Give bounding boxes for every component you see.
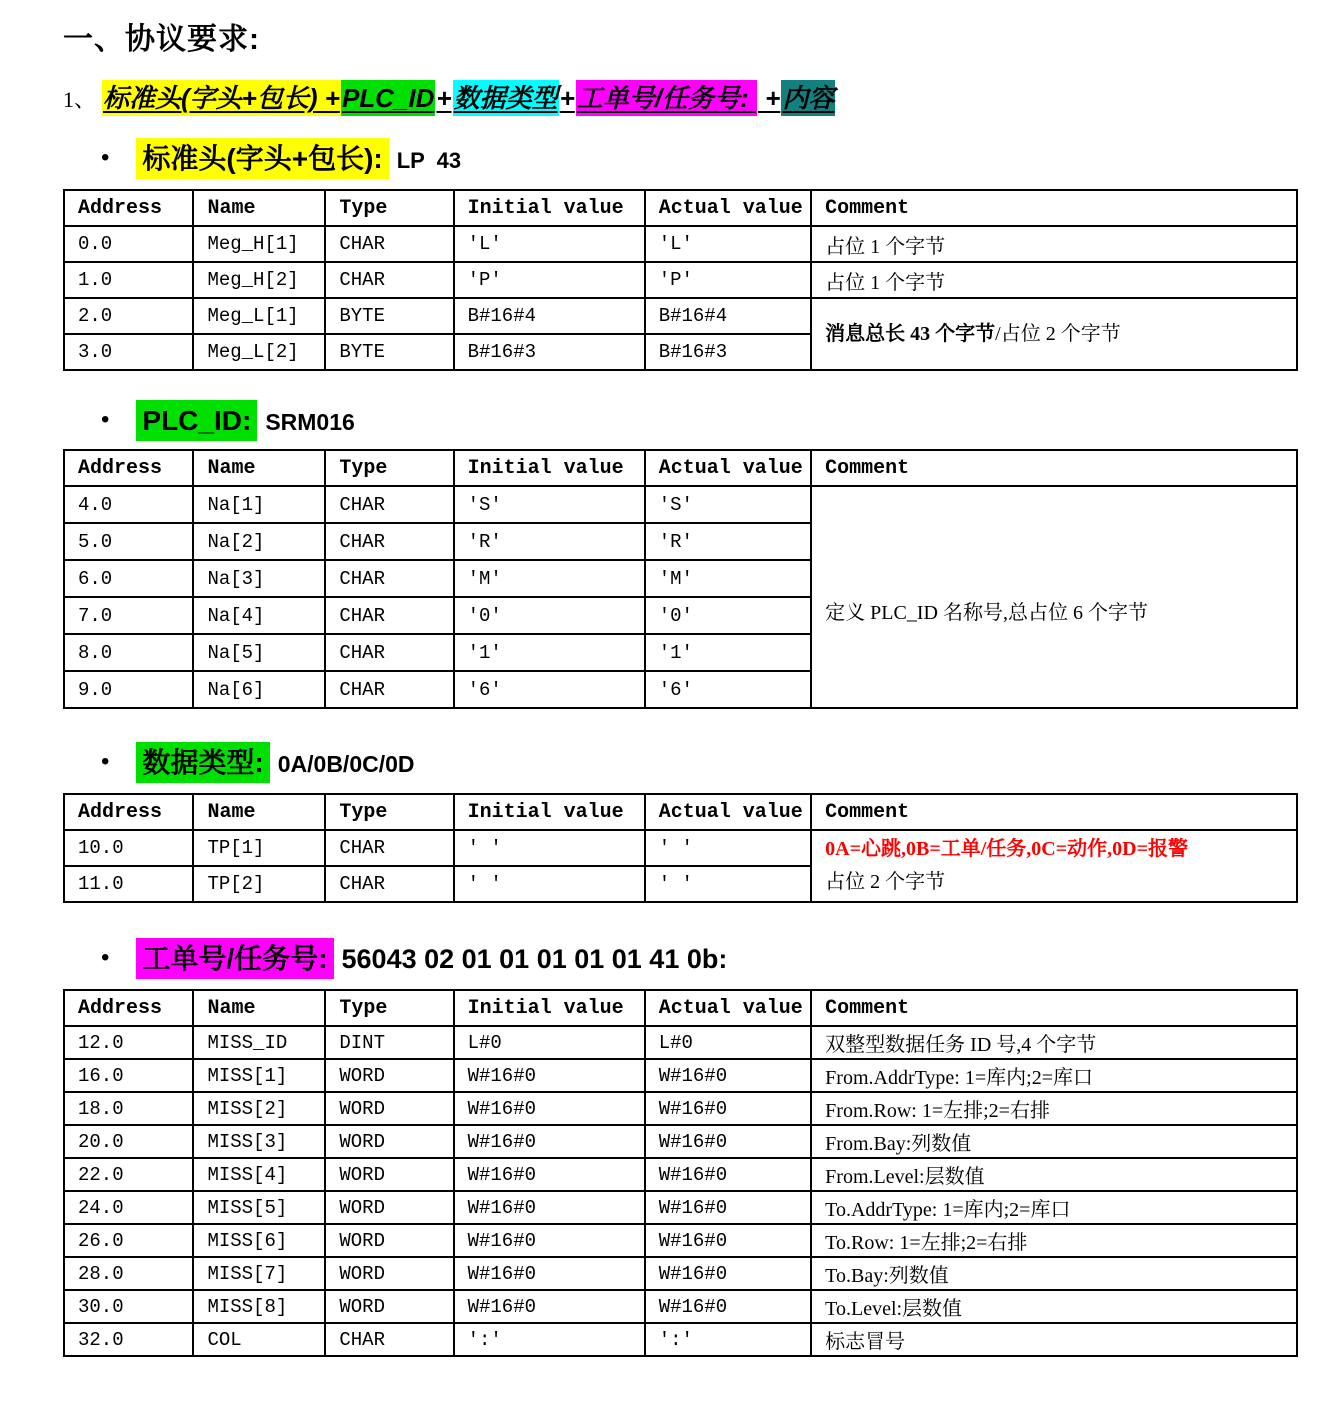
table-cell: BYTE (325, 334, 453, 370)
table-cell: CHAR (325, 1323, 453, 1356)
table-cell: TP[2] (193, 866, 325, 902)
table-row (64, 830, 1297, 866)
table-cell: ' ' (645, 830, 811, 866)
table-cell: B#16#4 (454, 298, 645, 334)
column-header: Address (64, 794, 193, 830)
protocol-section (63, 741, 1298, 903)
table-header-row (64, 190, 1297, 226)
table-cell: L#0 (645, 1026, 811, 1059)
column-header: Name (193, 190, 325, 226)
table-cell: CHAR (325, 830, 453, 866)
document-page (63, 14, 1298, 1357)
table-cell: 4.0 (64, 486, 193, 523)
table-cell: Na[3] (193, 560, 325, 597)
protocol-section (63, 937, 1298, 1357)
table-cell: W#16#0 (645, 1059, 811, 1092)
column-header: Actual value (645, 990, 811, 1026)
bullet-icon: • (101, 748, 110, 775)
table-cell: 8.0 (64, 634, 193, 671)
table-cell: Na[4] (193, 597, 325, 634)
table-header-row (64, 450, 1297, 486)
table-cell: Na[1] (193, 486, 325, 523)
table-cell: 'M' (454, 560, 645, 597)
table-cell: ' ' (454, 830, 645, 866)
table-cell: 3.0 (64, 334, 193, 370)
table-cell: 'S' (645, 486, 811, 523)
table-cell: W#16#0 (454, 1092, 645, 1125)
table-cell: 20.0 (64, 1125, 193, 1158)
bullet-icon: • (101, 406, 110, 433)
comment-cell: 占位 1 个字节 (811, 262, 1297, 298)
column-header: Address (64, 450, 193, 486)
table-header-row (64, 990, 1297, 1026)
table-cell: BYTE (325, 298, 453, 334)
protocol-table (63, 189, 1298, 371)
table-cell: CHAR (325, 523, 453, 560)
comment-cell (811, 486, 1297, 708)
formula-segment: + (436, 83, 452, 113)
table-cell: 'S' (454, 486, 645, 523)
table-cell: 0.0 (64, 226, 193, 262)
section-value: 56043 02 01 01 01 01 01 41 0b: (341, 944, 728, 974)
comment-cell: To.AddrType: 1=库内;2=库口 (811, 1191, 1297, 1224)
table-cell: CHAR (325, 671, 453, 708)
column-header: Comment (811, 794, 1297, 830)
comment-cell (811, 298, 1297, 370)
formula-number: 1、 (63, 87, 97, 112)
section-value: SRM016 (265, 409, 355, 435)
table-cell: MISS[4] (193, 1158, 325, 1191)
comment-cell: To.Level:层数值 (811, 1290, 1297, 1323)
table-cell: TP[1] (193, 830, 325, 866)
table-cell: '6' (645, 671, 811, 708)
table-row (64, 1158, 1297, 1191)
table-cell: Na[5] (193, 634, 325, 671)
column-header: Address (64, 190, 193, 226)
table-cell: MISS[2] (193, 1092, 325, 1125)
comment-text: 消息总长 43 个字节 (825, 322, 996, 345)
table-cell: MISS[3] (193, 1125, 325, 1158)
column-header: Name (193, 990, 325, 1026)
column-header: Comment (811, 990, 1297, 1026)
protocol-table (63, 793, 1298, 903)
section-label: 工单号/任务号: (136, 938, 333, 979)
table-cell: MISS_ID (193, 1026, 325, 1059)
comment-line (825, 866, 1296, 899)
section-label: 数据类型: (136, 742, 269, 783)
table-cell: W#16#0 (454, 1257, 645, 1290)
column-header: Comment (811, 450, 1297, 486)
comment-text: 占位 2 个字节 (825, 871, 946, 893)
table-cell: Meg_L[2] (193, 334, 325, 370)
table-row (64, 262, 1297, 298)
comment-line (825, 833, 1296, 866)
comment-cell: From.Level:层数值 (811, 1158, 1297, 1191)
table-cell: 6.0 (64, 560, 193, 597)
section-value: 0A/0B/0C/0D (277, 751, 415, 777)
table-row (64, 1125, 1297, 1158)
comment-cell: 标志冒号 (811, 1323, 1297, 1356)
table-cell: CHAR (325, 560, 453, 597)
table-row (64, 486, 1297, 523)
table-cell: WORD (325, 1191, 453, 1224)
table-cell: ' ' (645, 866, 811, 902)
table-cell: MISS[8] (193, 1290, 325, 1323)
table-cell: CHAR (325, 634, 453, 671)
table-cell: 'L' (645, 226, 811, 262)
table-cell: CHAR (325, 866, 453, 902)
comment-cell: From.Row: 1=左排;2=右排 (811, 1092, 1297, 1125)
formula-segments (102, 83, 835, 113)
table-cell: MISS[7] (193, 1257, 325, 1290)
formula-segment: + (757, 83, 781, 113)
table-cell: 28.0 (64, 1257, 193, 1290)
table-cell: 'P' (454, 262, 645, 298)
comment-cell: To.Bay:列数值 (811, 1257, 1297, 1290)
table-cell: W#16#0 (645, 1125, 811, 1158)
table-cell: MISS[5] (193, 1191, 325, 1224)
column-header: Actual value (645, 794, 811, 830)
table-cell: Meg_H[2] (193, 262, 325, 298)
table-cell: 26.0 (64, 1224, 193, 1257)
column-header: Type (325, 794, 453, 830)
column-header: Initial value (454, 990, 645, 1026)
page-title: 一、协议要求: (63, 23, 260, 56)
table-cell: W#16#0 (645, 1191, 811, 1224)
table-cell: 5.0 (64, 523, 193, 560)
table-cell: DINT (325, 1026, 453, 1059)
table-cell: W#16#0 (645, 1224, 811, 1257)
table-cell: 9.0 (64, 671, 193, 708)
table-cell: '1' (645, 634, 811, 671)
column-header: Initial value (454, 190, 645, 226)
protocol-table (63, 449, 1298, 709)
table-cell: 1.0 (64, 262, 193, 298)
table-cell: CHAR (325, 597, 453, 634)
table-cell: B#16#3 (454, 334, 645, 370)
table-row (64, 1257, 1297, 1290)
formula-segment: 工单号/任务号: (576, 80, 757, 116)
table-cell: W#16#0 (645, 1092, 811, 1125)
column-header: Type (325, 990, 453, 1026)
bullet-icon: • (101, 944, 110, 971)
table-cell: ':' (454, 1323, 645, 1356)
table-cell: Na[6] (193, 671, 325, 708)
table-cell: W#16#0 (454, 1059, 645, 1092)
table-row (64, 1290, 1297, 1323)
protocol-table (63, 989, 1298, 1357)
comment-text: 0A=心跳,0B=工单/任务,0C=动作,0D=报警 (825, 838, 1188, 860)
table-cell: CHAR (325, 262, 453, 298)
comment-text: /占位 2 个字节 (995, 322, 1121, 345)
section-value: LP 43 (396, 148, 462, 173)
table-cell: W#16#0 (454, 1290, 645, 1323)
table-cell: WORD (325, 1125, 453, 1158)
table-cell: ' ' (454, 866, 645, 902)
column-header: Actual value (645, 190, 811, 226)
table-cell: 18.0 (64, 1092, 193, 1125)
protocol-section (63, 137, 1298, 371)
table-cell: 'R' (454, 523, 645, 560)
table-cell: 'L' (454, 226, 645, 262)
comment-cell: From.Bay:列数值 (811, 1125, 1297, 1158)
table-cell: W#16#0 (454, 1224, 645, 1257)
table-header-row (64, 794, 1297, 830)
table-cell: WORD (325, 1224, 453, 1257)
table-cell: MISS[1] (193, 1059, 325, 1092)
column-header: Type (325, 190, 453, 226)
column-header: Comment (811, 190, 1297, 226)
protocol-formula-line (63, 78, 1298, 115)
table-row (64, 298, 1297, 334)
table-cell: CHAR (325, 486, 453, 523)
comment-line (825, 597, 1296, 630)
table-cell: Meg_H[1] (193, 226, 325, 262)
table-row (64, 1191, 1297, 1224)
comment-cell: To.Row: 1=左排;2=右排 (811, 1224, 1297, 1257)
table-cell: B#16#3 (645, 334, 811, 370)
comment-cell: 占位 1 个字节 (811, 226, 1297, 262)
comment-cell (811, 830, 1297, 902)
formula-segment: 数据类型 (453, 80, 559, 116)
column-header: Initial value (454, 450, 645, 486)
table-cell: CHAR (325, 226, 453, 262)
table-cell: 'R' (645, 523, 811, 560)
table-cell: ':' (645, 1323, 811, 1356)
formula-segment: 内容 (781, 80, 835, 116)
table-cell: '0' (645, 597, 811, 634)
column-header: Name (193, 794, 325, 830)
table-cell: 10.0 (64, 830, 193, 866)
formula-segment: PLC_ID (341, 80, 435, 116)
comment-line (825, 318, 1296, 351)
table-cell: Meg_L[1] (193, 298, 325, 334)
table-cell: '0' (454, 597, 645, 634)
comment-text: 定义 PLC_ID 名称号,总占位 6 个字节 (825, 601, 1148, 624)
table-cell: W#16#0 (454, 1125, 645, 1158)
column-header: Type (325, 450, 453, 486)
table-row (64, 1224, 1297, 1257)
section-label: PLC_ID: (136, 400, 257, 441)
table-row (64, 1092, 1297, 1125)
table-cell: '6' (454, 671, 645, 708)
table-row (64, 1059, 1297, 1092)
section-heading (101, 137, 1298, 177)
section-heading (101, 405, 1298, 437)
column-header: Actual value (645, 450, 811, 486)
table-cell: 16.0 (64, 1059, 193, 1092)
table-cell: W#16#0 (645, 1290, 811, 1323)
table-cell: W#16#0 (454, 1158, 645, 1191)
table-cell: 24.0 (64, 1191, 193, 1224)
table-cell: 7.0 (64, 597, 193, 634)
table-cell: L#0 (454, 1026, 645, 1059)
table-cell: 30.0 (64, 1290, 193, 1323)
formula-segment: + (559, 83, 575, 113)
table-cell: MISS[6] (193, 1224, 325, 1257)
section-heading (101, 937, 1298, 977)
column-header: Initial value (454, 794, 645, 830)
bullet-icon: • (101, 144, 110, 171)
comment-cell: From.AddrType: 1=库内;2=库口 (811, 1059, 1297, 1092)
table-cell: 2.0 (64, 298, 193, 334)
table-cell: WORD (325, 1092, 453, 1125)
column-header: Name (193, 450, 325, 486)
protocol-section (63, 405, 1298, 709)
formula-segment: 标准头(字头+包长) + (102, 80, 341, 116)
table-cell: 'M' (645, 560, 811, 597)
table-cell: Na[2] (193, 523, 325, 560)
table-row (64, 226, 1297, 262)
table-cell: 22.0 (64, 1158, 193, 1191)
table-cell: W#16#0 (645, 1158, 811, 1191)
section-label: 标准头(字头+包长): (136, 138, 388, 179)
protocol-sections (63, 137, 1298, 1357)
table-cell: W#16#0 (454, 1191, 645, 1224)
table-cell: WORD (325, 1158, 453, 1191)
table-cell: 11.0 (64, 866, 193, 902)
table-cell: 12.0 (64, 1026, 193, 1059)
table-cell: COL (193, 1323, 325, 1356)
table-cell: 'P' (645, 262, 811, 298)
column-header: Address (64, 990, 193, 1026)
table-cell: 32.0 (64, 1323, 193, 1356)
table-cell: B#16#4 (645, 298, 811, 334)
table-cell: WORD (325, 1059, 453, 1092)
table-cell: W#16#0 (645, 1257, 811, 1290)
table-cell: '1' (454, 634, 645, 671)
table-cell: WORD (325, 1290, 453, 1323)
table-cell: WORD (325, 1257, 453, 1290)
table-row (64, 1026, 1297, 1059)
table-row (64, 1323, 1297, 1356)
comment-cell: 双整型数据任务 ID 号,4 个字节 (811, 1026, 1297, 1059)
section-heading (101, 741, 1298, 781)
